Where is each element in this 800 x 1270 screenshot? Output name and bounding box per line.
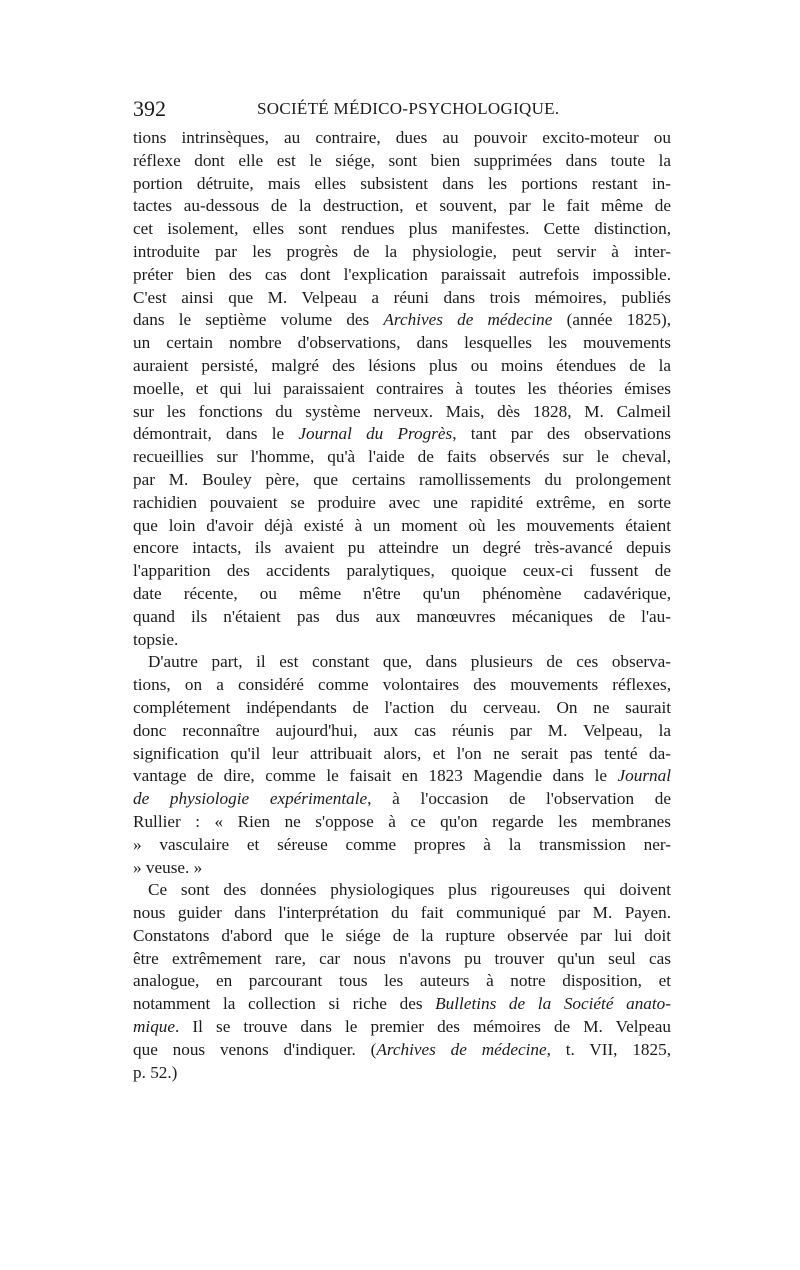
text-line <box>133 423 671 446</box>
text-line: tions intrinsèques, au contraire, dues au pouvoir excito-moteur ou <box>133 128 671 147</box>
text-line: tactes au-dessous de la destruction, et souvent, par le fait même de <box>133 196 671 216</box>
text-line: donc reconnaître aujourd'hui, aux cas réunis par M. Velpeau, la <box>133 720 671 740</box>
text-segment: vantage de dire, comme le faisait en 1823 Magendie dans le <box>133 766 618 786</box>
text-line: quand ils n'étaient pas dus aux manœuvres mécaniques de l'au- <box>133 606 671 626</box>
text-line: recueillies sur l'homme, qu'à l'aide de faits observés sur le cheval, <box>133 447 671 467</box>
text-line: complétement indépendants de l'action du cerveau. On ne saurait <box>133 697 671 717</box>
text-line: Rullier : « Rien ne s'oppose à ce qu'on regarde les membranes <box>133 811 671 831</box>
text-line: » vasculaire et séreuse comme propres à la transmission ner- <box>133 834 671 854</box>
text-segment: , t. VII, 1825, <box>546 1039 671 1059</box>
italic-title: de physiologie expérimentale <box>133 789 368 809</box>
text-line <box>133 1016 671 1039</box>
text-line: topsie. <box>133 629 179 649</box>
text-segment: , tant par des observations <box>452 424 671 444</box>
running-head: SOCIÉTÉ MÉDICO-PSYCHOLOGIQUE. <box>257 99 560 118</box>
italic-title: mique <box>133 1017 176 1037</box>
text-segment: démontrait, dans le <box>133 424 299 444</box>
text-line: date récente, ou même n'être qu'un phénomène cadavérique, <box>133 583 671 603</box>
text-line: signification qu'il leur attribuait alors, et l'on ne serait pas tenté da- <box>133 743 671 763</box>
text-line: cet isolement, elles sont rendues plus manifestes. Cette distinction, <box>133 219 671 239</box>
text-line: » veuse. » <box>133 857 203 877</box>
text-line: p. 52.) <box>133 1062 178 1082</box>
text-line: réflexe dont elle est le siége, sont bien supprimées dans toute la <box>133 150 671 170</box>
text-line: que loin d'avoir déjà existé à un moment où les mouvements étaient <box>133 515 671 535</box>
text-segment: que nous venons d'indiquer. ( <box>133 1039 377 1059</box>
text-line: l'apparition des accidents paralytiques, quoique ceux-ci fussent de <box>133 561 671 581</box>
text-segment: (année 1825), <box>552 310 671 330</box>
text-segment: . Il se trouve dans le premier des mémoires de M. Velpeau <box>175 1017 671 1037</box>
italic-title: Archives de médecine <box>383 310 553 330</box>
text-line: rachidien pouvaient se produire avec une rapidité extrême, en sorte <box>133 492 671 512</box>
italic-title: Journal <box>617 766 671 786</box>
text-line: Constatons d'abord que le siége de la rupture observée par lui doit <box>133 925 671 945</box>
body-text <box>133 127 671 1084</box>
page-number: 392 <box>133 96 166 121</box>
text-line: être extrêmement rare, car nous n'avons pu trouver qu'un seul cas <box>133 948 671 968</box>
text-line: sur les fonctions du système nerveux. Mais, dès 1828, M. Calmeil <box>133 401 671 421</box>
text-line <box>133 309 671 332</box>
text-line: analogue, en parcourant tous les auteurs à notre disposition, et <box>133 971 671 991</box>
text-line: préter bien des cas dont l'explication paraissait autrefois impossible. <box>133 264 671 284</box>
text-line: portion détruite, mais elles subsistent dans les portions restant in- <box>133 173 671 193</box>
text-segment: notamment la collection si riche des <box>133 994 436 1014</box>
text-line: D'autre part, il est constant que, dans plusieurs de ces observa- <box>148 652 671 672</box>
text-line: tions, on a considéré comme volontaires des mouvements réflexes, <box>133 675 671 695</box>
text-line: par M. Bouley père, que certains ramollissements du prolongement <box>133 469 671 489</box>
text-line: C'est ainsi que M. Velpeau a réuni dans trois mémoires, publiés <box>133 287 671 307</box>
text-line: Ce sont des données physiologiques plus rigoureuses qui doivent <box>148 880 671 900</box>
text-line: un certain nombre d'observations, dans lesquelles les mouvements <box>133 333 671 353</box>
text-segment: , à l'occasion de l'observation de <box>367 789 671 809</box>
italic-title: Journal du Progrès <box>298 424 453 444</box>
italic-title: Bulletins de la Société anato- <box>435 994 671 1014</box>
text-line: introduite par les progrès de la physiologie, peut servir à inter- <box>133 241 671 261</box>
text-line <box>133 788 671 811</box>
text-line <box>133 765 671 788</box>
text-segment: dans le septième volume des <box>133 310 384 330</box>
text-line <box>133 1039 671 1062</box>
text-line <box>133 993 671 1016</box>
text-line: moelle, et qui lui paraissaient contraires à toutes les théories émises <box>133 378 671 398</box>
text-line: nous guider dans l'interprétation du fait communiqué par M. Payen. <box>133 903 671 923</box>
text-line: auraient persisté, malgré des lésions plus ou moins étendues de la <box>133 355 671 375</box>
text-line: encore intacts, ils avaient pu atteindre un degré très-avancé depuis <box>133 538 671 558</box>
page-header <box>133 96 673 126</box>
italic-title: Archives de médecine <box>376 1039 547 1059</box>
